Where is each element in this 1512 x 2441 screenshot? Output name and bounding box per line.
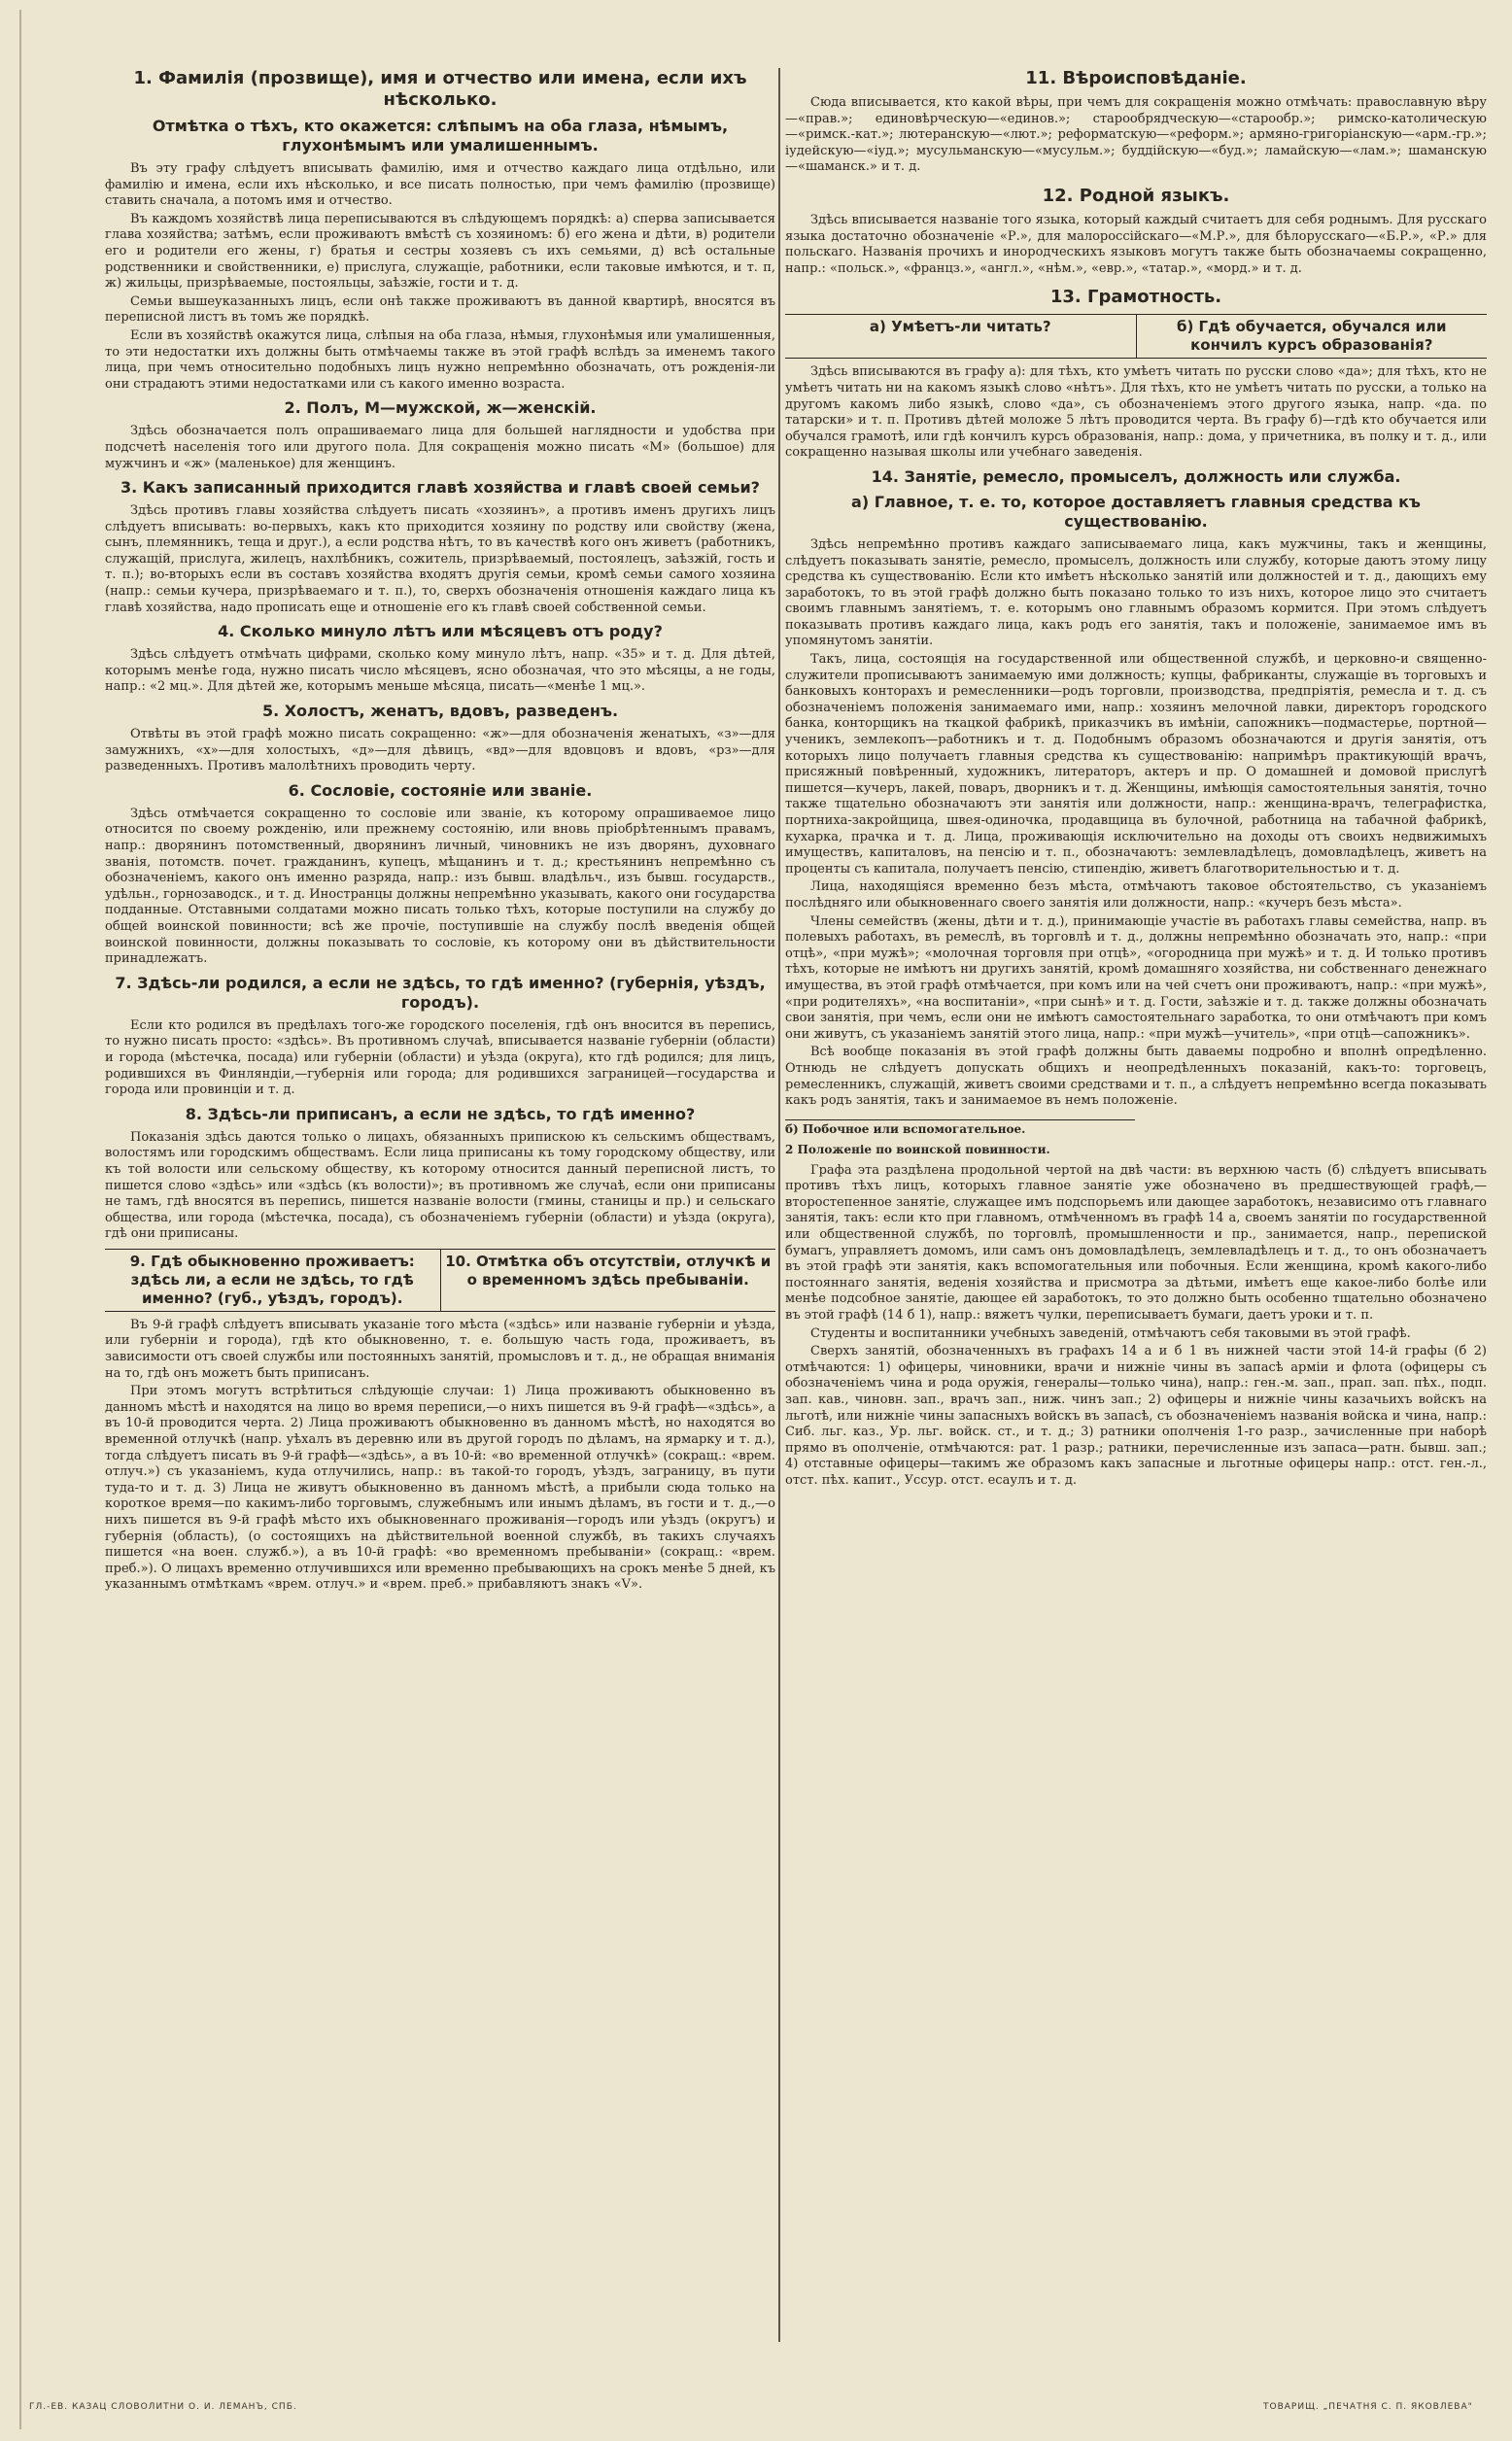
binding-edge <box>19 10 21 2429</box>
section-4-title: 4. Сколько минуло лѣтъ или мѣсяцевъ отъ роду? <box>218 622 663 641</box>
paragraph: Графа эта раздѣлена продольной чертой на двѣ части: въ верхнюю часть (б) слѣдуетъ вписывать противъ тѣхъ лицъ, которыхъ главное занятіе уже обозначено въ предшествующей графѣ,—второстепенное занятіе, служащее имъ подспорьемъ или дающее заработокъ, независимо отъ главнаго занятія, такъ: если кто при главномъ, отмѣченномъ въ графѣ 14 а, своемъ занятіи по государственной или общественной службѣ, по торговлѣ, промышленности и пр., занимается, напр., перепиской бумагъ, управляетъ домомъ, или самъ онъ домовладѣлецъ, землевладѣлецъ и т. д., то онъ обозначаетъ въ этой графѣ эти занятія, какъ вспомогательныя или побочныя. Если женщина, кромѣ какого-либо постояннаго занятія, веденія хозяйства и присмотра за дѣтьми, имѣетъ еще какое-либо болѣе или менѣе подсобное занятіе, дающее ей заработокъ, то это должно быть особенно тщательно обозначено въ этой графѣ (14 б 1), напр.: вяжетъ чулки, переписываетъ бумаги, даетъ уроки и т. п. <box>785 1162 1487 1324</box>
left-column <box>105 58 775 1596</box>
paragraph: Здѣсь противъ главы хозяйства слѣдуетъ писать «хозяинъ», а противъ именъ другихъ лицъ слѣдуетъ вписывать: во-первыхъ, какъ кто приходится хозяину по родству или свойству (жена, сынъ, племянникъ, теща и друг.), а если родства нѣтъ, то въ качествѣ кого онъ живетъ (работникъ, служащій, прислуга, жилецъ, нахлѣбникъ, сожитель, призрѣваемый, постоялецъ, заѣзжій, гость и т. п.); во-вторыхъ если въ составъ хозяйства входятъ другія семьи, кромѣ семьи самого хозяина (напр.: семьи кучера, призрѣваемаго и т. п.), то, сверхъ обозначенія отношенія каждаго лица къ главѣ хозяйства, надо прописать еще и отношеніе его къ главѣ своей собственной семьи. <box>105 503 775 615</box>
section-1-subtitle: Отмѣтка о тѣхъ, кто окажется: слѣпымъ на оба глаза, нѣмымъ, глухонѣмымъ или умалишеннымъ. <box>152 117 729 155</box>
paragraph: Лица, находящіяся временно безъ мѣста, отмѣчаютъ таковое обстоятельство, съ указаніемъ послѣдняго или обыкновеннаго своего занятія или должности, напр.: «кучеръ безъ мѣста». <box>785 879 1487 911</box>
section-9-title: 9. Гдѣ обыкновенно проживаетъ: здѣсь ли, а если не здѣсь, то гдѣ именно? (губ., уѣздъ, городъ). <box>129 1252 415 1307</box>
section-13-header <box>785 314 1487 359</box>
section-2-title: 2. Полъ, М—мужской, ж—женскій. <box>284 398 597 418</box>
section-14-title: 14. Занятіе, ремесло, промыселъ, должность или служба. <box>871 466 1401 486</box>
paragraph: Если кто родился въ предѣлахъ того-же городского поселенія, гдѣ онъ вносится въ перепись, то нужно писать просто: «здѣсь». Въ противномъ случаѣ, вписывается названіе губерніи (области) и города (мѣстечка, посада) или губерніи (области) и уѣзда (округа), кто гдѣ родился; для лицъ, родившихся въ Финляндіи,—губернія или города; для родившихся заграницей—государства и города или провинціи и т. д. <box>105 1017 775 1098</box>
paragraph: Здѣсь вписывается названіе того языка, который каждый считаетъ для себя роднымъ. Для русскаго языка достаточно обозначеніе «Р.», для малороссійскаго—«М.Р.», для бѣлорусскаго—«Б.Р.», «Р.» для польскаго. Названія прочихъ и инородческихъ языковъ могутъ также быть обозначаемы сокращенно, напр.: «польск.», «францз.», «англ.», «нѣм.», «евр.», «татар.», «морд.» и т. д. <box>785 212 1487 276</box>
paragraph: При этомъ могутъ встрѣтиться слѣдующіе случаи: 1) Лица проживаютъ обыкновенно въ данномъ мѣстѣ и находятся на лицо во время переписи,—о нихъ пишется въ 9-й графѣ—«здѣсь», а въ 10-й проводится черта. 2) Лица проживаютъ обыкновенно въ данномъ мѣстѣ, но находятся во временной отлучкѣ (напр. уѣхалъ въ деревню или въ другой городъ по дѣламъ, на ярмарку и т. д.), тогда слѣдуетъ писать въ 9-й графѣ—«здѣсь», а въ 10-й: «во временной отлучкѣ» (сокращ.: «врем. отлуч.») съ указаніемъ, куда отлучились, напр.: въ такой-то городъ, уѣздъ, заграницу, въ пути туда-то и т. д. 3) Лица не живутъ обыкновенно въ данномъ мѣстѣ, а прибыли сюда только на короткое время—по какимъ-либо торговымъ, служебнымъ или инымъ дѣламъ, въ гости и т. д.,—о нихъ пишется въ 9-й графѣ мѣсто ихъ обыкновеннаго проживанія—городъ или уѣздъ (округъ) и губернія (область), (о состоящихъ на дѣйствительной военной службѣ, въ такихъ случаяхъ пишется «на воен. служб.»), а въ 10-й графѣ: «во временномъ пребываніи» (сокращ.: «врем. преб.»). О лицахъ временно отлучившихся или временно пребывающихъ на срокъ менѣе 5 дней, къ указаннымъ отмѣткамъ «врем. отлуч.» и «врем. преб.» прибавляютъ знакъ «V». <box>105 1384 775 1593</box>
paragraph: Семьи вышеуказанныхъ лицъ, если онѣ также проживаютъ въ данной квартирѣ, вносятся въ переписной листъ въ томъ же порядкѣ. <box>105 293 775 326</box>
section-11-title: 11. Вѣроисповѣданіе. <box>1025 68 1247 88</box>
typefoundry-imprint: ГЛ.-ЕВ. КАЗАЦ СЛОВОЛИТНИ О. И. ЛЕМАНЪ, СПБ. <box>29 2402 297 2412</box>
section-14a-subtitle: а) Главное, т. е. то, которое доставляетъ главныя средства къ существованію. <box>851 492 1421 531</box>
paragraph: Показанія здѣсь даются только о лицахъ, обязанныхъ припискою къ сельскимъ обществамъ, волостямъ или городскимъ обществамъ. Если лица приписаны къ тому городскому обществу, или къ той волости или сельскому обществу, къ которому относится данный переписной листъ, то пишется слово «здѣсь» или «здѣсь (къ волости)»; въ противномъ же случаѣ, если они приписаны не тамъ, гдѣ вносятся въ перепись, пишется названіе волости (гмины, станицы и пр.) и сельскаго общества, или города (мѣстечка, посада), съ обозначеніемъ губерніи (области) и уѣзда (округа), гдѣ они приписаны. <box>105 1129 775 1242</box>
section-8-title: 8. Здѣсь-ли приписанъ, а если не здѣсь, то гдѣ именно? <box>185 1104 696 1123</box>
paragraph: Члены семействъ (жены, дѣти и т. д.), принимающіе участіе въ работахъ главы семейства, напр. въ полевыхъ работахъ, въ ремеслѣ, въ торговлѣ и т. д., должны непремѣнно обозначать это, напр.: «при отцѣ», «при мужѣ»; «молочная торговля при отцѣ», «огородница при мужѣ» и т. д. И только противъ тѣхъ, которые не имѣютъ ни другихъ занятій, кромѣ домашняго хозяйства, ни собственнаго денежнаго имущества, въ этой графѣ отмѣчается, при комъ или на чей счетъ они проживаютъ, напр.: «при мужѣ», «при родителяхъ», «на воспитаніи», «при сынѣ» и т. д. Гости, заѣзжіе и т. д. также должны обозначать свои занятія, при чемъ, если они не имѣютъ самостоятельнаго заработка, то они отмѣчаютъ при комъ они живутъ, съ указаніемъ занятій этого лица, напр.: «при мужѣ—учитель», «при отцѣ—сапожникъ». <box>785 913 1487 1042</box>
section-10-title: 10. Отмѣтка объ отсутствіи, отлучкѣ и о временномъ здѣсь пребываніи. <box>440 1250 776 1311</box>
paragraph: Студенты и воспитанники учебныхъ заведеній, отмѣчаютъ себя таковыми въ этой графѣ. <box>810 1325 1411 1341</box>
section-13b-title: б) Гдѣ обучается, обучался или кончилъ курсъ образованія? <box>1136 315 1488 358</box>
paragraph: Отвѣты въ этой графѣ можно писать сокращенно: «ж»—для обозначенія женатыхъ, «з»—для замужнихъ, «х»—для холостыхъ, «д»—для дѣвицъ, «вд»—для вдовцовъ и вдовъ, «рз»—для разведенныхъ. Противъ малолѣтнихъ проводить черту. <box>105 727 775 774</box>
section-5-title: 5. Холостъ, женатъ, вдовъ, разведенъ. <box>261 702 619 721</box>
paragraph: Если въ хозяйствѣ окажутся лица, слѣпыя на оба глаза, нѣмыя, глухонѣмыя или умалишенныя, то эти недостатки ихъ должны быть отмѣчаемы также въ этой графѣ вслѣдъ за именемъ такого лица, при чемъ относительно подобныхъ лицъ нужно непремѣнно обозначать, отъ рожденія-ли они страдаютъ этими недостатками или съ какого именно возраста. <box>105 327 775 392</box>
section-9-10-header <box>105 1249 775 1312</box>
section-7-title: 7. Здѣсь-ли родился, а если не здѣсь, то гдѣ именно? (губернія, уѣздъ, городъ). <box>115 973 766 1012</box>
section-rule <box>785 1119 1135 1120</box>
section-1-title: 1. Фамилія (прозвище), имя и отчество или имена, если ихъ нѣсколько. <box>133 68 747 110</box>
section-6-title: 6. Сословіе, состояніе или званіе. <box>288 780 593 800</box>
column-divider <box>778 68 780 2342</box>
right-column <box>785 58 1487 1492</box>
paragraph: Въ каждомъ хозяйствѣ лица переписываются въ слѣдующемъ порядкѣ: а) сперва записывается глава хозяйства; затѣмъ, если проживаютъ вмѣстѣ съ хозяиномъ: б) его жена и дѣти, в) родители его и родители его жены, г) братья и сестры хозяевъ съ ихъ семьями, д) всѣ остальные родственники и свойственники, е) прислуга, служащіе, работники, если таковые имѣются, и т. п, ж) жильцы, призрѣваемые, постояльцы, заѣзжіе, гости и т. д. <box>105 211 775 292</box>
paragraph: Здѣсь обозначается полъ опрашиваемаго лица для большей наглядности и удобства при подсчетѣ населенія того или другого пола. Для сокращенія можно писать «М» (большое) для мужчинъ и «ж» (маленькое) для женщинъ. <box>105 424 775 471</box>
section-3-title: 3. Какъ записанный приходится главѣ хозяйства и главѣ своей семьи? <box>120 478 760 498</box>
paragraph: Сверхъ занятій, обозначенныхъ въ графахъ 14 а и б 1 въ нижней части этой 14-й графы (б 2) отмѣчаются: 1) офицеры, чиновники, врачи и нижніе чины въ запасѣ арміи и флота (офицеры съ обозначеніемъ чина и рода оружія, генералы—только чина), напр.: ген.-м. зап., прап. зап. пѣх., подп. зап. кав., чиновн. зап., врачъ зап., ниж. чинъ зап.; 2) офицеры и нижніе чины казачьихъ войскъ на льготѣ, или нижніе чины запасныхъ войскъ въ запасѣ, съ обозначеніемъ названія войска и чина, напр.: Сиб. льг. каз., Ур. льг. войск. ст., и т. д.; 3) ратники ополченія 1-го разр., зачисленные при наборѣ прямо въ ополченіе, отмѣчаются: рат. 1 разр.; ратники, перечисленные изъ запаса—ратн. бывш. зап.; 4) отставные офицеры—такимъ же образомъ какъ запасные и льготные офицеры напр.: отст. ген.-л., отст. пѣх. капит., Уссур. отст. есаулъ и т. д. <box>785 1344 1487 1488</box>
section-13a-title: а) Умѣетъ-ли читать? <box>869 318 1051 336</box>
paragraph: Сюда вписывается, кто какой вѣры, при чемъ для сокращенія можно отмѣчать: православную вѣру—«прав.»; единовѣрческую—«единов.»; старообрядческую—«старообр.»; римско-католическую—«римск.-кат.»; лютеранскую—«лют.»; реформатскую—«реформ.»; армяно-григоріанскую—«арм.-гр.»; іудейскую—«іуд.»; мусульманскую—«мусульм.»; буддійскую—«буд.»; ламайскую—«лам.»; шаманскую—«шаманск.» и т. д. <box>785 95 1487 175</box>
paragraph: Въ 9-й графѣ слѣдуетъ вписывать указаніе того мѣста («здѣсь» или названіе губерніи и уѣзда, или губерніи и города), гдѣ кто обыкновенно, т. е. большую часть года, проживаетъ, въ зависимости отъ своей службы или постоянныхъ занятій, промысловъ и т. д., не обращая вниманія на то, гдѣ онъ можетъ быть приписанъ. <box>105 1317 775 1381</box>
section-13-title: 13. Грамотность. <box>1049 287 1222 308</box>
paragraph: Здѣсь вписываются въ графу а): для тѣхъ, кто умѣетъ читать по русски слово «да»; для тѣхъ, кто не умѣетъ читать ни на какомъ языкѣ слово «нѣтъ». Для тѣхъ, кто не умѣетъ читать по русски, а только на другомъ какомъ либо языкѣ, слово «да», съ обозначеніемъ этого другого языка, напр. «да. по татарски» и т. п. Противъ дѣтей моложе 5 лѣтъ проводится черта. Въ графу б)—гдѣ кто обучается или обучался грамотѣ, или гдѣ кончилъ курсъ образованія, напр.: дома, у причетника, въ полку и т. д., или сокращенно называя школы или учебнаго заведенія. <box>785 364 1487 461</box>
paragraph: Въ эту графу слѣдуетъ вписывать фамилію, имя и отчество каждаго лица отдѣльно, или фамилію и имена, если ихъ нѣсколько, и все писать полностью, при чемъ фамилію (прозвище) ставить сначала, а потомъ имя и отчество. <box>105 161 775 209</box>
paragraph: Здѣсь слѣдуетъ отмѣчать цифрами, сколько кому минуло лѣтъ, напр. «35» и т. д. Для дѣтей, которымъ менѣе года, нужно писать число мѣсяцевъ, ясно обозначая, что это мѣсяцы, а не годы, напр.: «2 мц.». Для дѣтей же, которымъ меньше мѣсяца, писать—«менѣе 1 мц.». <box>105 647 775 695</box>
printer-imprint: ТОВАРИЩ. „ПЕЧАТНЯ С. П. ЯКОВЛЕВА" <box>1263 2402 1473 2412</box>
paragraph: Здѣсь непремѣнно противъ каждаго записываемаго лица, какъ мужчины, такъ и женщины, слѣдуетъ показывать занятіе, ремесло, промыселъ, должность или службу, которые даютъ этому лицу средства къ существованію. Если кто имѣетъ нѣсколько занятій или должностей и т. д., дающихъ ему заработокъ, то въ этой графѣ должно быть показано только то изъ нихъ, которое лицо это считаетъ своимъ главнымъ занятіемъ, т. е. которымъ оно главнымъ образомъ кормится. При этомъ слѣдуетъ показывать противъ каждаго лица, какъ родъ его занятія, такъ и положеніе, занимаемое имъ въ упомянутомъ занятіи. <box>785 536 1487 649</box>
section-14b2-title: 2 Положеніе по воинской повинности. <box>785 1142 1050 1156</box>
paragraph: Здѣсь отмѣчается сокращенно то сословіе или званіе, къ которому опрашиваемое лицо относится по своему рожденію, или прежнему состоянію, или вновь пріобрѣтеннымъ правамъ, напр.: дворянинъ потомственный, дворянинъ личный, чиновникъ не изъ дворянъ, духовнаго званія, потомств. почет. гражданинъ, купецъ, мѣщанинъ и т. д.; крестьянинъ непремѣнно съ обозначеніемъ, какого онъ именно разряда, напр.: изъ бывш. владѣльч., изъ бывш. государств., удѣльн., горнозаводск., и т. д. Иностранцы должны непремѣнно указывать, какого они государства подданные. Отставными солдатами можно писать только тѣхъ, которые поступили на службу до общей воинской повинности; всѣ же прочіе, поступившіе на службу послѣ введенія общей воинской повинности, должны показывать то сословіе, къ которому они въ дѣйствительности принадлежатъ. <box>105 806 775 967</box>
section-12-title: 12. Родной языкъ. <box>1042 185 1230 206</box>
paragraph: Такъ, лица, состоящія на государственной или общественной службѣ, и церковно-и священно-служители прописываютъ занимаемую ими должность; купцы, фабриканты, служащіе въ торговыхъ и банковыхъ конторахъ и ремесленники—родъ торговли, производства, предпріятія, ремесла и т. д. съ обозначеніемъ положенія занимаемаго ими, напр.: хозяинъ мелочной лавки, директоръ городского банка, конторщикъ на ткацкой фабрикѣ, приказчикъ въ имѣніи, сапожникъ—подмастерье, портной—ученикъ, землекопъ—работникъ и т. д. Подобнымъ образомъ обозначаются и другія занятія, отъ которыхъ лицо получаетъ главныя средства къ существованію: напримѣръ практикующій врачъ, присяжный повѣренный, художникъ, литераторъ, актеръ и пр. О домашней и домовой прислугѣ пишется—кучеръ, лакей, поваръ, дворникъ и т. д. Женщины, имѣющія самостоятельныя занятія, точно также тщательно обозначаютъ эти занятія или должности, напр.: женщина-врачъ, телеграфистка, портниха-закройщица, швея-одиночка, продавщица въ булочной, работница на табачной фабрикѣ, кухарка, прачка и т. д. Лица, проживающія исключительно на доходы отъ своихъ недвижимыхъ имуществъ, капиталовъ, на пенсію и т. п., обозначаютъ: землевладѣлецъ, домовладѣлецъ, живетъ на проценты съ капитала, получаетъ пенсію, стипендію, живетъ благотворительностью и т. д. <box>785 652 1487 877</box>
paragraph: Всѣ вообще показанія въ этой графѣ должны быть даваемы подробно и вполнѣ опредѣленно. Отнюдь не слѣдуетъ допускать общихъ и неопредѣленныхъ показаній, какъ-то: торговецъ, ремесленникъ, служащій, живетъ своими средствами и т. п., а слѣдуетъ непремѣнно всегда показывать какъ родъ занятія, такъ и занимаемое въ немъ положеніе. <box>785 1045 1487 1109</box>
section-14b-title: б) Побочное или вспомогательное. <box>785 1121 1026 1136</box>
